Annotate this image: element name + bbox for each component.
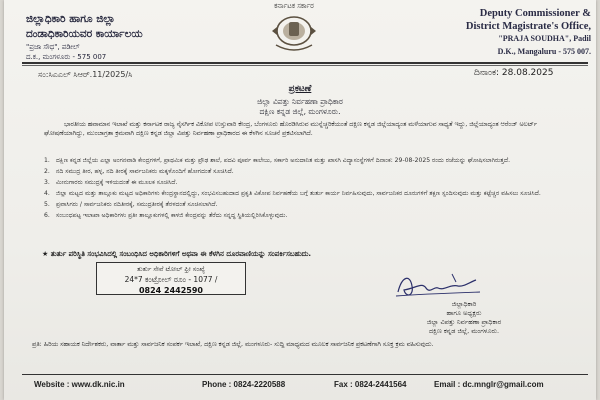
document-page bbox=[4, 0, 596, 400]
instruction-text: ಪ್ರವಾಸಿಗರು / ಸಾರ್ವಜನಿಕರು ನದಿತೀರಕ್ಕೆ, ಸಮುದ್ರತೀರಕ್ಕೆ ತೆರಳದಂತೆ ಸೂಚಿಸಲಾಗಿದೆ. bbox=[56, 201, 218, 208]
state-emblem bbox=[254, 2, 334, 58]
footer-email: Email : dc.mnglr@gmail.com bbox=[434, 380, 544, 389]
control-room-number: 24*7 ಕಂಟ್ರೋಲ್ ರೂಂ - 1077 / bbox=[124, 275, 218, 284]
helpline-title: ತುರ್ತು ಸೇವೆ ಟೋಲ್ ಫ್ರೀ ಸಂಖ್ಯೆ bbox=[136, 265, 206, 273]
list-item: 3. ಮೀನುಗಾರರು ಸಮುದ್ರಕ್ಕೆ ಇಳಿಯದಂತೆ ಈ ಮೂಲಕ ಸೂಚಿಸಿದೆ. bbox=[44, 179, 178, 186]
header-divider-thin bbox=[22, 65, 588, 66]
emergency-contact-note: ★ ತುರ್ತು ಪರಿಸ್ಥಿತಿ ಸಂಭವಿಸಿದಲ್ಲಿ ಸಂಬಂಧಿಸಿದ ಅಧಿಕಾರಿಗಳಿಗೆ ಅಥವಾ ಈ ಕೆಳಗಿನ ದೂರವಾಣಿಯನ್ನು ಸಂಪರ್ಕಿಸಬಹುದು. bbox=[42, 250, 312, 258]
signatory-title: ಜಿಲ್ಲಾಧಿಕಾರಿ bbox=[451, 300, 477, 308]
letterhead bbox=[4, 0, 596, 64]
office-address-kannada-line2: ದ.ಕ., ಮಂಗಳೂರು - 575 007 bbox=[26, 53, 107, 61]
list-item: 6. ಸಂಬಂಧಪಟ್ಟ ಇಲಾಖಾ ಅಧಿಕಾರಿಗಳು ಪ್ರತೀ ತಾಲ್ಲೂಕುಗಳಲ್ಲಿ ಕಾಳಜಿ ಕೇಂದ್ರವನ್ನು ತೆರೆದು ಸನ್ನದ್ಧ ಸ್ಥಿತಿಯಲ್ಲಿರಿಸಿಕೊಳ್ಳುವುದು. bbox=[44, 212, 288, 219]
list-item: 1. ದಕ್ಷಿಣ ಕನ್ನಡ ಜಿಲ್ಲೆಯ ಎಲ್ಲಾ ಅಂಗನವಾಡಿ ಕೇಂದ್ರಗಳಿಗೆ, ಪ್ರಾಥಮಿಕ ಮತ್ತು ಪ್ರೌಢ ಶಾಲೆ, ಪದವಿ ಪೂರ್ವ ಕಾಲೇಜು, ಸರ್ಕಾರಿ ಅನುದಾನಿತ ಮತ್ತು ಖಾಸಗಿ ವಿದ್ಯಾಸಂಸ್ಥೆಗಳಿಗೆ ದಿನಾಂಕ: 29-08-2025 ರಂದು ರಜೆಯನ್ನು ಘೋಷಿಸಲಾಗಿರುತ್ತದೆ. bbox=[44, 157, 511, 164]
instruction-text: ಮೀನುಗಾರರು ಸಮುದ್ರಕ್ಕೆ ಇಳಿಯದಂತೆ ಈ ಮೂಲಕ ಸೂಚಿಸಿದೆ. bbox=[56, 179, 178, 186]
notice-district: ದಕ್ಷಿಣ ಕನ್ನಡ ಜಿಲ್ಲೆ, ಮಂಗಳೂರು. bbox=[259, 107, 341, 116]
instruction-text: ನದಿ ಸಮುದ್ರ ತೀರ, ಹಳ್ಳ, ನದಿ ತೀರಕ್ಕೆ ಸಾರ್ವಜನಿಕರು ಮಕ್ಕಳೊಂದಿಗೆ ಹೋಗದಂತೆ ಸೂಚಿಸಿದೆ. bbox=[56, 168, 234, 175]
signatory-block bbox=[364, 300, 564, 336]
list-item: 5. ಪ್ರವಾಸಿಗರು / ಸಾರ್ವಜನಿಕರು ನದಿತೀರಕ್ಕೆ, ಸಮುದ್ರತೀರಕ್ಕೆ ತೆರಳದಂತೆ ಸೂಚಿಸಲಾಗಿದೆ. bbox=[44, 201, 218, 208]
instruction-list bbox=[44, 156, 569, 222]
signatory-place: ದಕ್ಷಿಣ ಕನ್ನಡ ಜಿಲ್ಲೆ, ಮಂಗಳೂರು. bbox=[428, 327, 500, 335]
reference-number: ಸಂ:ಸಿಎಎಲ್ ಸಿಆರ್.11/2025/ಸಿ bbox=[38, 70, 133, 79]
list-item: 2. ನದಿ ಸಮುದ್ರ ತೀರ, ಹಳ್ಳ, ನದಿ ತೀರಕ್ಕೆ ಸಾರ್ವಜನಿಕರು ಮಕ್ಕಳೊಂದಿಗೆ ಹೋಗದಂತೆ ಸೂಚಿಸಿದೆ. bbox=[44, 168, 234, 175]
office-address-kannada-line1: "ಪ್ರಜಾ ಸೌಧ", ಪಡೀಲ್ bbox=[26, 43, 80, 51]
list-item: 4. ಜಿಲ್ಲಾ ಮಟ್ಟದ ಮತ್ತು ತಾಲ್ಲೂಕು ಮಟ್ಟದ ಅಧಿಕಾರಿಗಳು ಕೇಂದ್ರಸ್ಥಾನದಲ್ಲಿದ್ದು, ಸಂಭವಿಸಬಹುದಾದ ಪ್ರಕೃತಿ ವಿಕೋಪ ನಿರ್ವಹಣೆಯ ಬಗ್ಗೆ ತುರ್ತು ಕಾರ್ಯ ನಿರ್ವಹಿಸುವುದು, ಸಾರ್ವಜನಿಕರ ದೂರುಗಳಿಗೆ ತಕ್ಷಣ ಸ್ಪಂದಿಸುವುದು ಮತ್ತು ಕಟ್ಟೆಚ್ಚರ ವಹಿಸಲು ಸೂಚಿಸಿದೆ. bbox=[44, 190, 541, 197]
footer-phone: Phone : 0824-2220588 bbox=[202, 380, 286, 389]
footer-fax: Fax : 0824-2441564 bbox=[334, 380, 407, 389]
footer-website: Website : www.dk.nic.in bbox=[34, 380, 125, 389]
helpline-box bbox=[96, 262, 246, 295]
instruction-text: ಸಂಬಂಧಪಟ್ಟ ಇಲಾಖಾ ಅಧಿಕಾರಿಗಳು ಪ್ರತೀ ತಾಲ್ಲೂಕುಗಳಲ್ಲಿ ಕಾಳಜಿ ಕೇಂದ್ರವನ್ನು ತೆರೆದು ಸನ್ನದ್ಧ ಸ್ಥಿತಿಯಲ್ಲಿರಿಸಿಕೊಳ್ಳುವುದು. bbox=[56, 212, 288, 219]
office-name-english-line2: District Magistrate's Office, bbox=[465, 20, 591, 32]
office-name-english-line1: Deputy Commissioner & bbox=[479, 8, 591, 19]
instruction-text: ದಕ್ಷಿಣ ಕನ್ನಡ ಜಿಲ್ಲೆಯ ಎಲ್ಲಾ ಅಂಗನವಾಡಿ ಕೇಂದ್ರಗಳಿಗೆ, ಪ್ರಾಥಮಿಕ ಮತ್ತು ಪ್ರೌಢ ಶಾಲೆ, ಪದವಿ ಪೂರ್ವ ಕಾಲೇಜು, ಸರ್ಕಾರಿ ಅನುದಾನಿತ ಮತ್ತು ಖಾಸಗಿ ವಿದ್ಯಾಸಂಸ್ಥೆಗಳಿಗೆ ದಿನಾಂಕ: 29-08-2025 ರಂದು ರಜೆಯನ್ನು ಘೋಷಿಸಲಾಗಿರುತ್ತದೆ. bbox=[56, 157, 511, 164]
notice-date: ದಿನಾಂಕ: 28.08.2025 bbox=[474, 68, 554, 78]
helpline-phone: 0824 2442590 bbox=[138, 286, 203, 295]
letterhead-kannada bbox=[26, 12, 226, 62]
signatory-authority: ಜಿಲ್ಲಾ ವಿಪತ್ತು ನಿರ್ವಹಣಾ ಪ್ರಾಧಿಕಾರ bbox=[426, 318, 502, 326]
letterhead-english bbox=[396, 8, 591, 58]
office-name-kannada-line2: ದಂಡಾಧಿಕಾರಿಯವರ ಕಾರ್ಯಾಲಯ bbox=[26, 28, 143, 40]
office-address-english-line1: "PRAJA SOUDHA", Padil bbox=[498, 34, 591, 43]
notice-authority: ಜಿಲ್ಲಾ ವಿಪತ್ತು ನಿರ್ವಹಣಾ ಪ್ರಾಧಿಕಾರ bbox=[257, 97, 343, 106]
signatory-role: ಹಾಗೂ ಅಧ್ಯಕ್ಷರು bbox=[446, 309, 482, 317]
emblem-icon bbox=[264, 11, 324, 55]
notice-body-paragraph: ಭಾರತೀಯ ಹವಾಮಾನ ಇಲಾಖೆ ಮತ್ತು ಕರ್ನಾಟಕ ರಾಜ್ಯ ನೈಸರ್ಗಿಕ ವಿಕೋಪ ಉಸ್ತುವಾರಿ ಕೇಂದ್ರ, ಬೆಂಗಳೂರು ಹೊರಡಿಸಿರುವ ಮುನ್ನೆಚ್ಚರಿಕೆಯಂತೆ ದಕ್ಷಿಣ ಕನ್ನಡ ಜಿಲ್ಲೆಯಾದ್ಯಂತ ಮಳೆಯಾಗುವ ಸಾಧ್ಯತೆ ಇದ್ದು, ಜಿಲ್ಲೆಯಾದ್ಯಂತ ಆರೆಂಜ್ ಅಲರ್ಟ್ ಘೋಷಣೆಯಾಗಿದ್ದು, ಮುಂಜಾಗ್ರತಾ ಕ್ರಮವಾಗಿ ದಕ್ಷಿಣ ಕನ್ನಡ ಜಿಲ್ಲಾ ವಿಪತ್ತು ನಿರ್ವಹಣಾ ಪ್ರಾಧಿಕಾರದ ಈ ಕೆಳಗಿನ ಸೂಚನೆ ಪ್ರಕಟಿಸಲಾಗಿದೆ. bbox=[44, 121, 538, 137]
notice-title: ಪ್ರಕಟಣೆ bbox=[288, 84, 312, 94]
handwritten-signature bbox=[392, 268, 482, 302]
copy-to-note: ಪ್ರತಿ: ಹಿರಿಯ ಸಹಾಯಕ ನಿರ್ದೇಶಕರು, ವಾರ್ತಾ ಮತ್ತು ಸಾರ್ವಜನಿಕ ಸಂಪರ್ಕ ಇಲಾಖೆ, ದಕ್ಷಿಣ ಕನ್ನಡ ಜಿಲ್ಲೆ, ಮಂಗಳೂರು- ಸುದ್ದಿ ಮಾಧ್ಯಮದ ಮೂಲಕ ಸಾರ್ವಜನಿಕ ಪ್ರಕಟಣೆಗಾಗಿ ಸೂಕ್ತ ಕ್ರಮ ವಹಿಸುವುದು. bbox=[32, 341, 434, 348]
office-address-english-line2: D.K., Mangaluru - 575 007. bbox=[497, 46, 591, 56]
emblem-label: ಕರ್ನಾಟಕ ಸರ್ಕಾರ bbox=[274, 2, 314, 10]
footer-divider bbox=[22, 374, 588, 375]
office-name-kannada-line1: ಜಿಲ್ಲಾಧಿಕಾರಿ ಹಾಗೂ ಜಿಲ್ಲಾ bbox=[26, 13, 116, 25]
instruction-text: ಜಿಲ್ಲಾ ಮಟ್ಟದ ಮತ್ತು ತಾಲ್ಲೂಕು ಮಟ್ಟದ ಅಧಿಕಾರಿಗಳು ಕೇಂದ್ರಸ್ಥಾನದಲ್ಲಿದ್ದು, ಸಂಭವಿಸಬಹುದಾದ ಪ್ರಕೃತಿ ವಿಕೋಪ ನಿರ್ವಹಣೆಯ ಬಗ್ಗೆ ತುರ್ತು ಕಾರ್ಯ ನಿರ್ವಹಿಸುವುದು, ಸಾರ್ವಜನಿಕರ ದೂರುಗಳಿಗೆ ತಕ್ಷಣ ಸ್ಪಂದಿಸುವುದು ಮತ್ತು ಕಟ್ಟೆಚ್ಚರ ವಹಿಸಲು ಸೂಚಿಸಿದೆ. bbox=[56, 190, 541, 197]
header-divider bbox=[22, 62, 588, 64]
